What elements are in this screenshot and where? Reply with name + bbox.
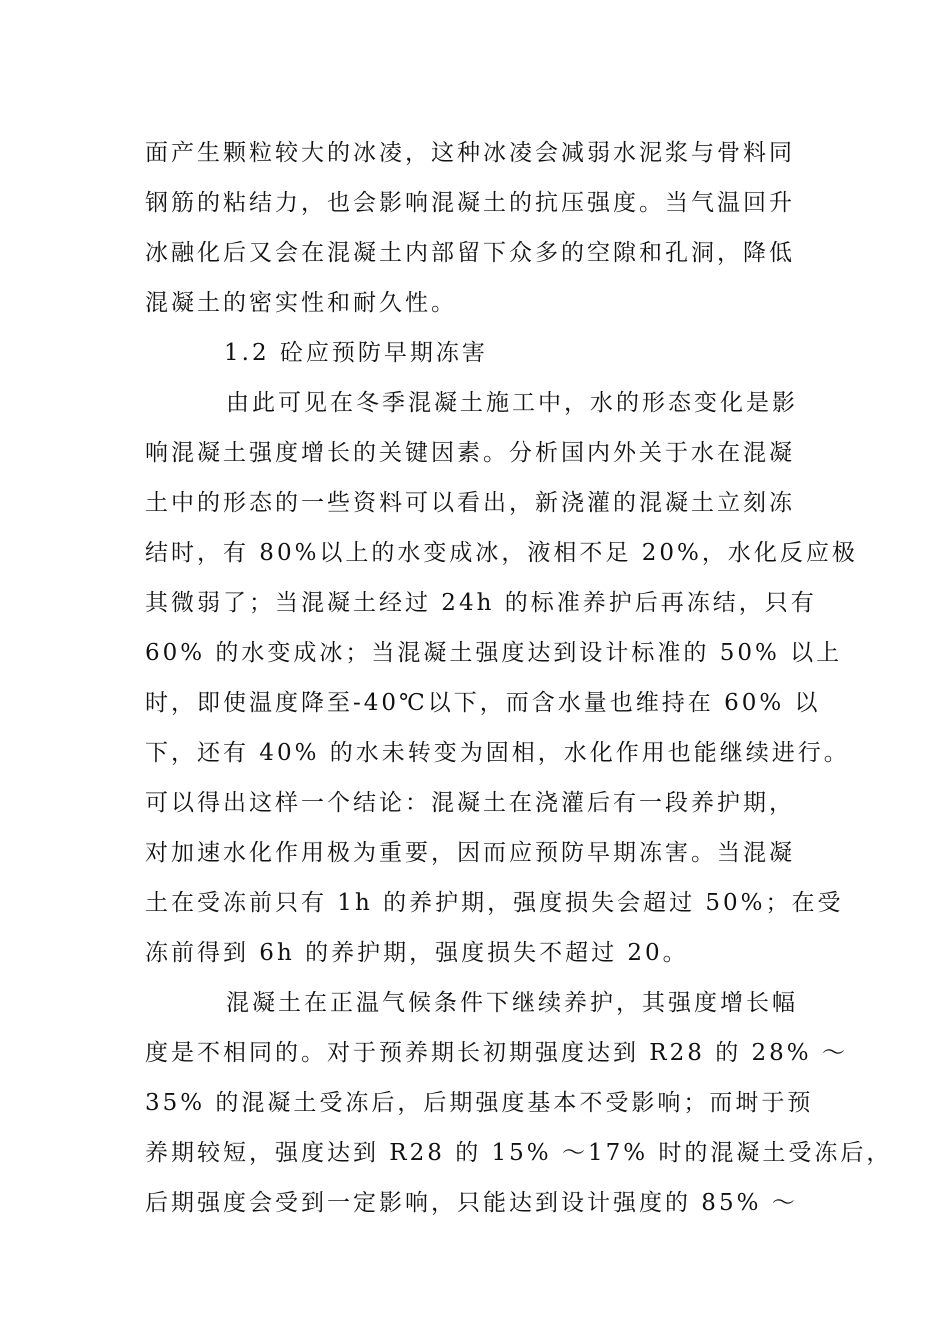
text-line: 养期较短，强度达到 R28 的 15% ～17% 时的混凝土受冻后， [145, 1140, 893, 1166]
text-line: 混凝土的密实性和耐久性。 [145, 290, 457, 316]
text-line: 可以得出这样一个结论：混凝土在浇灌后有一段养护期， [145, 790, 795, 816]
text-line: 由此可见在冬季混凝土施工中，水的形态变化是影 [226, 390, 798, 416]
text-line: 其微弱了；当混凝土经过 24h 的标准养护后再冻结，只有 [145, 590, 817, 616]
text-line: 冻前得到 6h 的养护期，强度损失不超过 20。 [145, 940, 689, 966]
text-line: 土在受冻前只有 1h 的养护期，强度损失会超过 50%；在受 [145, 890, 844, 916]
text-line: 下，还有 40% 的水未转变为固相，水化作用也能继续进行。 [145, 740, 850, 766]
section-heading: 1.2 砼应预防早期冻害 [224, 340, 488, 366]
text-line: 土中的形态的一些资料可以看出，新浇灌的混凝土立刻冻 [145, 490, 795, 516]
text-line: 对加速水化作用极为重要，因而应预防早期冻害。当混凝 [145, 840, 795, 866]
text-line: 面产生颗粒较大的冰凌，这种冰凌会减弱水泥浆与骨料同 [145, 140, 795, 166]
text-line: 度是不相同的。对于预养期长初期强度达到 R28 的 28% ～ [145, 1040, 848, 1066]
text-line: 60% 的水变成冰；当混凝土强度达到设计标准的 50% 以上 [145, 640, 843, 666]
text-line: 时，即使温度降至-40℃以下，而含水量也维持在 60% 以 [145, 690, 821, 716]
text-line: 冰融化后又会在混凝土内部留下众多的空隙和孔洞，降低 [145, 240, 795, 266]
text-line: 钢筋的粘结力，也会影响混凝土的抗压强度。当气温回升 [145, 190, 795, 216]
text-line: 后期强度会受到一定影响，只能达到设计强度的 85% ～ [145, 1190, 798, 1216]
text-line: 结时，有 80%以上的水变成冰，液相不足 20%，水化反应极 [145, 540, 858, 566]
text-line: 混凝土在正温气候条件下继续养护，其强度增长幅 [226, 990, 798, 1016]
text-line: 响混凝土强度增长的关键因素。分析国内外关于水在混凝 [145, 440, 795, 466]
text-line: 35% 的混凝土受冻后，后期强度基本不受影响；而埘于预 [145, 1090, 814, 1116]
